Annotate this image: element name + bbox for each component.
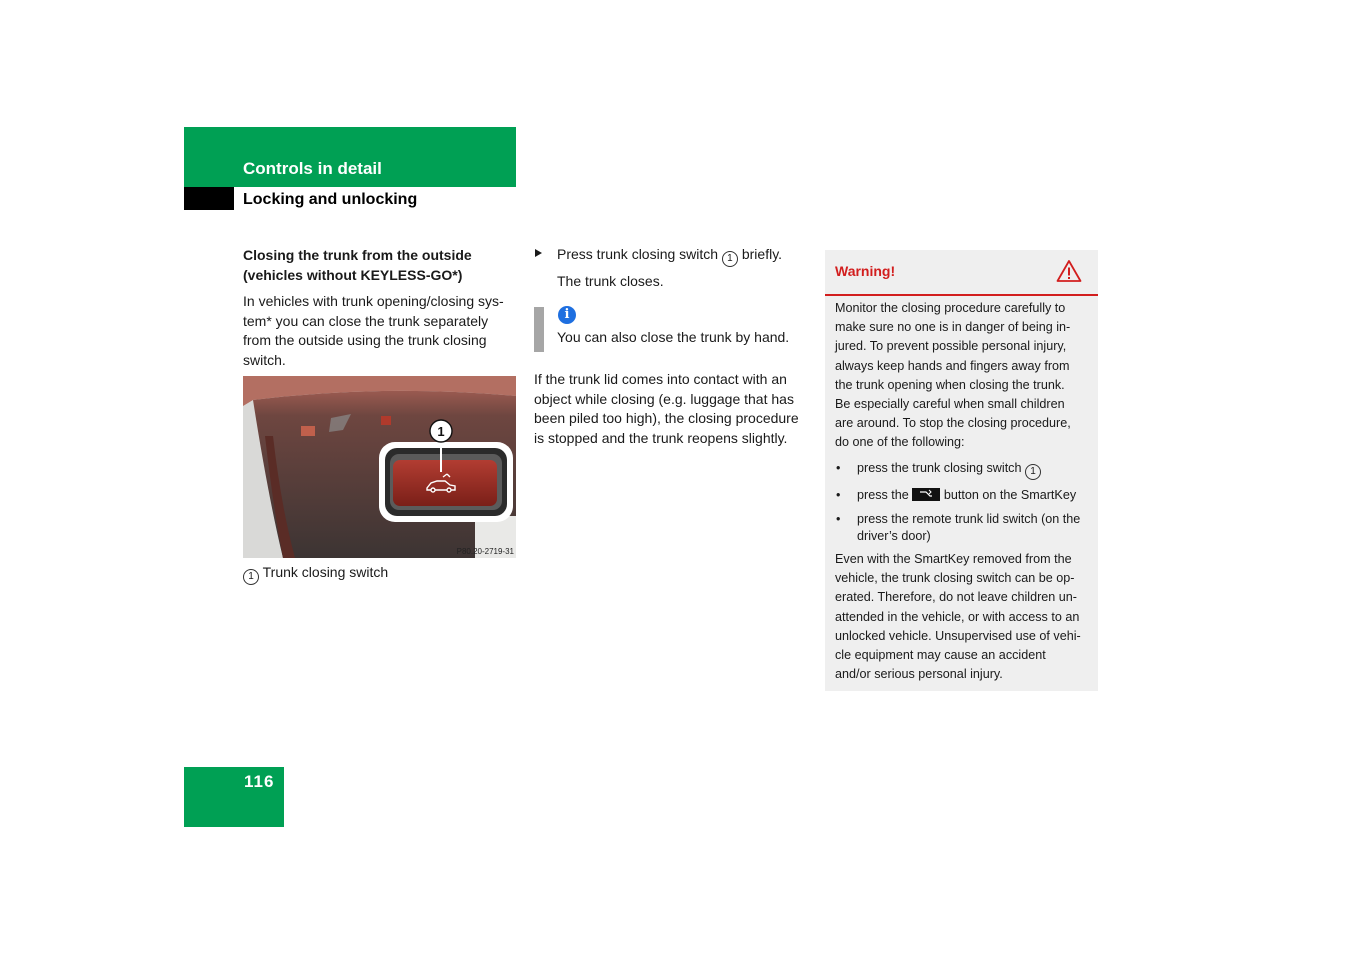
warning-intro: Monitor the closing procedure carefully to make sure no one is in danger of being in- jured. To prevent possible personal injury, always keep hands and fingers away from the trunk opening when closing the trunk. Be especially careful when small children are around. To stop the closing procedure, do one of the following: — [835, 301, 1071, 450]
list-item: • press the trunk closing switch 1 — [835, 460, 1091, 480]
info-icon: i — [558, 306, 576, 324]
warning-divider — [825, 294, 1098, 296]
procedure-heading: Closing the trunk from the outside (vehicles without KEYLESS-GO*) — [243, 247, 472, 283]
step-result: The trunk closes. — [557, 273, 664, 289]
smartkey-trunk-button-icon — [912, 488, 940, 501]
trunk-switch-photo — [243, 376, 516, 558]
photo-caption: 1 Trunk closing switch — [243, 563, 388, 585]
callout-number: 1 — [722, 251, 738, 267]
info-note: You can also close the trunk by hand. — [557, 329, 790, 345]
subsection-title: Locking and unlocking — [243, 191, 418, 208]
photo-callout: 1 — [437, 424, 445, 439]
section-title: Controls in detail — [243, 159, 382, 178]
page-number: 116 — [244, 772, 275, 791]
step-arrow-icon — [535, 249, 542, 257]
photo-code: P80.20-2719-31 — [456, 547, 514, 556]
callout-number: 1 — [1025, 464, 1041, 480]
instruction-step: Press trunk closing switch 1 briefly. — [557, 245, 782, 267]
info-bar — [534, 307, 544, 352]
warning-options-list — [835, 460, 1091, 552]
list-item: • press the button on the SmartKey — [836, 488, 1077, 502]
list-item: • press the remote trunk lid switch (on the driver’s door) — [836, 512, 1081, 543]
header-marker — [184, 187, 234, 210]
safety-paragraph: If the trunk lid comes into contact with an object while closing (e.g. luggage that has been piled too high), the closing procedure is stopped and the trunk reopens slightly. — [534, 371, 799, 446]
warning-title: Warning! — [835, 263, 896, 279]
intro-paragraph: In vehicles with trunk opening/closing sys- tem* you can close the trunk separately from the outside using the trunk closing switch. — [243, 293, 504, 368]
warning-outro: Even with the SmartKey removed from the vehicle, the trunk closing switch can be op- erated. Therefore, do not leave children un- attended in the vehicle, or with access to an unlocked vehicle. Unsupervised use of vehi- cle equipment may cause an accident and/or serious personal injury. — [835, 552, 1081, 682]
warning-triangle-icon — [1056, 259, 1082, 283]
callout-number: 1 — [243, 569, 259, 585]
